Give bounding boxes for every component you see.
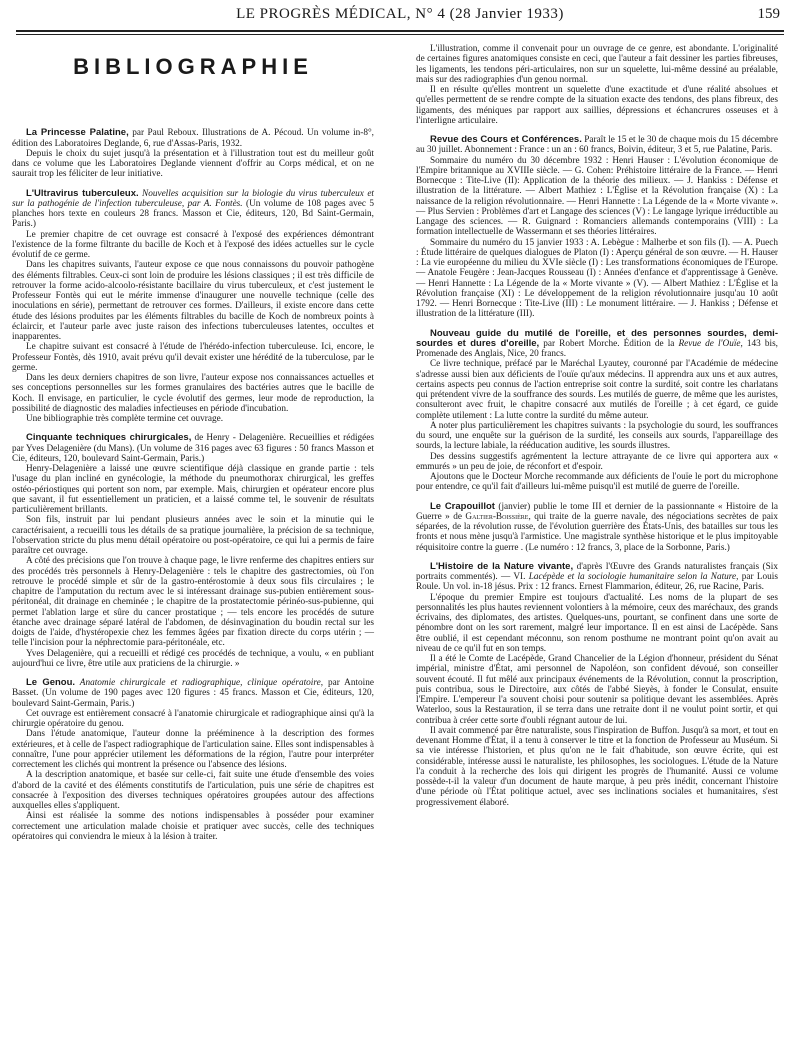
paragraph: Dans les chapitres suivants, l'auteur expose ce que nous connaissons du pouvoir pathogène des éléments filtrables. Ceux-ci sont loin de produire les lésions classiques ; il est très difficile de retrouver la forme acido-alcoolo-résistante bacillaire du virus tuberculeux, et c'est justement le Professeur Fontès qui eut le mérite immense d'inaugurer une nouvelle technique (celle des inoculations en série), permettant de retrouver ces formes. D'ailleurs, il existe encore dans cette étude des lésions produites par les éléments filtrables du bacille de Koch de nombreux points à éclaircir, et l'auteur parle avec juste raison des infections tuberculeuses latentes, occultes et inapparentes. [12,260,374,342]
entry-heading [12,433,374,464]
book-citation: Paraît le 15 et le 30 de chaque mois du 15 décembre au 30 juillet. Abonnement : France : un an : 60 francs, Boivin, éditeur, 3 et 5, rue Palatine, Paris. [416,135,778,156]
review-entry [12,678,374,842]
book-subtitle: Anatomie chirurgicale et radiographique, clinique opératoire, [75,678,324,688]
review-entry-continued [416,44,778,126]
paragraph: Une bibliographie très complète termine cet ouvrage. [26,414,224,424]
paragraph: Dans les deux derniers chapitres de son livre, l'auteur expose nos connaissances actuelles et ses conceptions personnelles sur les formes granulaires des bactéries autres que le bacille de Koch. Il envisage, en particulier, le cycle évolutif des germes, leur mode de reproduction, la possibilité de diagnostic des maladies infectieuses en période d'incubation. [12,373,374,414]
book-citation-italic: Revue de l'Ouïe [678,338,741,349]
paragraph: Ce livre technique, préfacé par le Maréchal Lyautey, couronné par l'Académie de médecine s'adresse aussi bien aux déficients de l'ouïe qu'aux médecins. Il apprendra aux uns et aux autres, certains aspects peu connus de l'action entreprise soit contre la surdité, soit contre les charlatans qui prétendent vivre de la souffrance des sourds. Les mutilés de guerre, de même que les auristes, consulteront avec fruit, le chapitre consacré aux mutilés de l'oreille ; à cet égard, ce guide complète utilement : La lutte contre la surdité du même auteur. [416,359,778,421]
entry-heading [12,678,374,709]
entry-heading [416,502,778,553]
running-title: LE PROGRÈS MÉDICAL, N° 4 (28 Janvier 1933) [236,6,564,22]
book-title: Le Genou. [26,677,76,688]
book-subtitle: Nouvelles acquisition sur la biologie du virus tuberculeux et sur la pathogénie de l'infection tuberculeuse, par A. Fontès. [12,188,374,209]
review-entry [416,329,778,493]
review-entry [416,135,778,320]
paragraph: Le premier chapitre de cet ouvrage est consacré à l'exposé des expériences démontrant l'existence de la forme filtrante du bacille de Koch et à l'exposé des idées actuelles sur le cycle évolutif de ce germe. [12,229,374,260]
header-rule-thin [16,34,784,35]
book-citation: , 143 bis, Promenade des Anglais, Nice, 20 francs. [416,338,778,359]
paragraph: L'époque du premier Empire est toujours d'actualité. Les noms de la plupart de ses personnalités les plus hautes reviennent volontiers à la mémoire, ceux des maréchaux, des grands écrivains, des diplomates, des artistes. Quelques-uns, pourtant, se confinent dans une sorte de pénombre dont on les sort rarement, malgré leur importance. Il en est ainsi de Lacépède. Sans être oublié, il est cependant méconnu, son renom posthume ne montrant point qu'on avait au niveau de ce qu'il fut en son temps. [416,592,778,654]
book-title: Revue des Cours et Conférences. [430,134,582,145]
running-header [16,6,784,26]
book-citation: d'après l'Œuvre des Grands naturalistes français (Six portraits commentés). — VI. [416,561,778,582]
book-title: La Princesse Palatine, [26,127,129,139]
section-title: BIBLIOGRAPHIE [73,54,313,79]
paragraph: Depuis le choix du sujet jusqu'à la présentation et à l'illustration tout est du meilleur goût dans ce volume que les Laboratoires Deglande viennent d'offrir au Corps médical, et on ne saurait trop les féliciter de leur initiative. [12,148,374,180]
right-column [416,44,778,817]
book-citation: par Paul Reboux. Illustrations de A. Pécoud. Un volume in-8°, édition des Laboratoires Deglande, 6, rue d'Assas-Paris, 1932. [12,128,374,149]
book-citation: , par Louis Roule. Un vol. in-18 jésus. Prix : 12 francs. Ernest Flammarion, éditeur, 26, rue Racine, Paris. [416,572,778,593]
paragraph: Henry-Delagenière a laissé une œuvre scientifique déjà classique en grande partie : tels l'usage du plan incliné en gynécologie, la méthode du pneumothorax chirurgical, les greffes ostéo-périostiques qui portent son nom, par exemple. Mais, chirurgien et opérateur encore plus que savant, il fut essentiellement un praticien, et a laissé comme tel, le souvenir de résultats particulièrement brillants. [12,464,374,515]
book-citation: (janvier) publie le tome III et dernier de la passionnante « Histoire de la Guerre » de [416,501,778,522]
paragraph: A noter plus particulièrement les chapitres suivants : la psychologie du sourd, les souffrances du sourd, une enquête sur la guérison de la surdité, les conseils aux sourds, l'appareillage des sourds, la lecture labiale, la rééducation auditive, les sourds illustres. [416,420,778,452]
paragraph: Dans l'étude anatomique, l'auteur donne la prééminence à la description des formes extérieures, et à celle de l'aspect radiographique de l'articulation saine. Elles sont indispensables à connaître, l'une pour apprécier utilement les déformations de la région, l'autre pour interpréter correctement les clichés qui montrent la présence ou l'absence des lésions. [12,729,374,770]
paragraph: Des dessins suggestifs agrémentent la lecture attrayante de ce livre qui apportera aux « emmurés » un peu de joie, de réconfort et d'espoir. [416,451,778,472]
paragraph: A côté des précisions que l'on trouve à chaque page, le livre renferme des chapitres entiers sur des procédés très personnels à Henry-Delagenière : tels le chapitre des gastrectomies, où l'on retrouve le procédé simple et sûr de la gastro-entérostomie à deux sous fils circulaires ; le chapitre de l'amputation du rectum avec le si intéressant drainage sus-pubien entièrement sous-péritonéal, dit drainage en cheminée ; le chapitre de la prostatectomie périnéo-sus-pubienne, qui permet l'ablation large et sûre du cancer prostatique ; — tels encore les procédés de suture étanche avec drainage séparé latéral de l'abdomen, de désinvagination du boudin rectal sur les doigts de l'aide, d'hystéropexie chez les femmes âgées par fixation directe du corps utérin ; — telle l'incision pour la néphrectomie para-péritonéale, etc. [12,556,374,649]
review-entry [12,433,374,669]
header-rule [16,30,784,32]
book-citation-italic: Lacépède et la sociologie humanitaire selon la Nature [528,572,737,582]
paragraph: Ajoutons que le Docteur Morche recommande aux déficients de l'ouïe le port du microphone pour entendre, ce qu'il fait d'ailleurs lui-même puisqu'il est mutilé de guerre de l'oreille. [416,472,778,493]
paragraph: Le chapitre suivant est consacré à l'étude de l'hérédo-infection tuberculeuse. Ici, encore, le Professeur Fontès, dès 1910, avait prévu qu'il devait exister une hérédité de la tuberculose, par le germe. [12,342,374,373]
entry-heading [416,329,778,360]
paragraph: Sommaire du numéro du 15 janvier 1933 : A. Lebègue : Malherbe et son fils (I). — A. Puech : Étude littéraire de quelques dialogues de Platon (I) : Aperçu général de son œuvre. — H. Hauser : La vie européenne du milieu du XVIe siècle (I) : Les transformations économiques de l'Europe. — Anatole Feugère : Jean-Jacques Rousseau (I) : Années d'enfance et d'apprentissage à Genève. — Henri Hannette : La Légende de la « Morte vivante » (V). — Albert Mathiez : L'Église et la Révolution française (XI) : Le développement de la religion révolutionnaire jusqu'au 10 août 1792. — Henri Bornecque : Tite-Live (III) : Le monument littéraire. — J. Hankiss ; Défense et illustration de la littérature (III). [416,237,778,320]
page-number: 159 [757,6,780,22]
review-entry [12,189,374,425]
paragraph: Cet ouvrage est entièrement consacré à l'anatomie chirurgicale et radiographique ainsi qu'à la chirurgie opératoire du genou. [12,708,374,729]
book-citation: par Antoine Basset. (Un volume de 190 pages avec 120 figures : 45 francs. Masson et Cie, éditeurs, 120, boulevard Saint-Germain, Paris.) [12,678,374,709]
paragraph: L'illustration, comme il convenait pour un ouvrage de ce genre, est abondante. L'originalité de certaines figures anatomiques consiste en ceci, que l'auteur a fait dessiner les parties fibreuses, les ligaments, les tendons péri-articulaires, non sur un squelette, lui-même dessiné au préalable, mais sur des radiographies d'un genou normal. [416,44,778,85]
paragraph: Sommaire du numéro du 30 décembre 1932 : Henri Hauser : L'évolution économique de l'Empire britannique au XVIIIe siècle. — G. Cohen: Préhistoire littéraire de la France. — Henri Bornecque : Tite-Live (II): Application de la théorie des milieux. — J. Hankiss : Défense et illustration de la littérature. — Albert Mathiez : L'Église et la Révolution française (X) : La naissance de la religion révolutionnaire. — Henri Hannette : La Légende de la « Morte vivante ». — Plus Servien : Problèmes d'art et Langage des sciences (V) : Le langage lyrique irréductible au Langage des sciences. — R. Guignard : Romanciers allemands contemporains (VIII) : La formation intellectuelle de Wassermann et ses théories littéraires. [416,155,778,238]
review-entry [416,562,778,808]
book-citation: , qui traite de la guerre navale, des négociations secrètes de paix séparées, de la révolution russe, de l'évolution guerrière des États-Unis, des batailles sur tous les fronts et nous mène jusqu'à l'armistice. Une magistrale synthèse historique et le plus impitoyable réquisitoire contre la guerre . (Le numéro : 12 francs, 3, place de la Sorbonne, Paris.) [416,511,778,553]
book-title: Le Crapouillot [430,500,495,512]
book-title: L'Histoire de la Nature vivante, [430,560,574,572]
paragraph: Ainsi est réalisée la somme des notions indispensables à posséder pour examiner correctement une articulation malade choisie et pratiquer avec succès, celle des techniques opératoires qui conviendra le mieux à la lésion à traiter. [12,811,374,842]
book-title: Nouveau guide du mutilé de l'oreille, et des personnes sourdes, demi-sourdes et dures d'oreille, [416,327,778,349]
entry-heading [12,189,374,230]
paragraph: Yves Delagenière, qui a recueilli et rédigé ces procédés de technique, a voulu, « en publiant aujourd'hui ce livre, être utile aux praticiens de la chirurgie. » [12,648,374,669]
review-entry [416,502,778,553]
paragraph: Il a été le Comte de Lacépède, Grand Chancelier de la Légion d'honneur, président du Sénat impérial, ministre d'État, ami personnel de Napoléon, son confident dévoué, son conseiller souvent écouté. Il fut mêlé aux principaux événements de la Révolution, connut la proscription, puis contribua, sous le Directoire, aux côtés de l'abbé Sieyès, à fonder le Consulat, ensuite l'Empire. L'empereur l'a souvent choisi pour soutenir sa politique devant les assemblées. Après Waterloo, sous la Restauration, il se terra dans une retraite dont il ne voulut point sortir, et qui contribua à créer cette sorte d'oubli régnant autour de lui. [416,654,778,726]
book-title: Cinquante techniques chirurgicales, [26,432,192,444]
paragraph: Son fils, instruit par lui pendant plusieurs années avec le soin et la minutie qui le caractérisaient, a recueilli tous les détails de sa pratique journalière, la précision de sa technique, l'observation stricte du plus menu détail opératoire ou post-opératoire, ce qui lui a permis de faire paraître cet ouvrage. [12,515,374,556]
paragraph: Il avait commencé par être naturaliste, sous l'inspiration de Buffon. Jusqu'à sa mort, et tout en devenant Homme d'État, il a tenu à conserver le titre et la fonction de Professeur au Muséum. Si sa vie intéresse l'historien, et plus qu'on ne le fait d'habitude, son œuvre écrite, qui est considérable, intéresse aussi le naturaliste, les philosophes, les sociologues. L'étude de la Nature l'a conduit à la recherche des lois qui dirigent les progrès de l'humanité. Aussi ce volume possède-t-il la valeur d'un document de haute marque, à peu près inédit, concernant l'histoire d'une période où l'État politique actuel, avec ses inclinations sociales et humanitaires, s'est progressivement élaboré. [416,725,778,808]
paragraph: A la description anatomique, et basée sur celle-ci, fait suite une étude d'ensemble des voies d'abord de la cavité et des éléments constitutifs de l'articulation, puis une série de chapitres est consacrée à l'exposition des diverses techniques opératoires groupées autour des affections auxquelles elles s'appliquent. [12,770,374,811]
book-citation: (Un volume de 108 pages avec 5 planches hors texte en couleurs 28 francs. Masson et Cie, éditeurs, 120, Bd Saint-Germain, Paris.) [12,198,374,230]
entry-heading [416,135,778,156]
left-column [12,44,374,851]
book-citation: par Robert Morche. Édition de la [539,338,679,349]
review-entry [12,128,374,179]
entry-heading [416,562,778,593]
entry-heading [12,128,374,149]
paragraph: Il en résulte qu'elles montrent un squelette d'une exactitude et d'une réalité absolues et qu'elles permettent de se rendre compte de la situation exacte des tendons, des plans fibreux, des ligaments, des méniques par rapport aux saillies, dépressions et échancrures osseuses et à l'interligne articulaire. [416,85,778,126]
author-name: Galtier-Boissière [465,511,529,522]
book-title: L'Ultravirus tuberculeux. [26,187,139,199]
book-citation: de Henry - Delagenière. Recueillies et rédigées par Yves Delagenière (du Mans). (Un volume de 316 pages avec 63 figures : 50 francs Masson et Cie, éditeurs, 120, boulevard Saint-Germain, Paris.) [12,433,374,464]
